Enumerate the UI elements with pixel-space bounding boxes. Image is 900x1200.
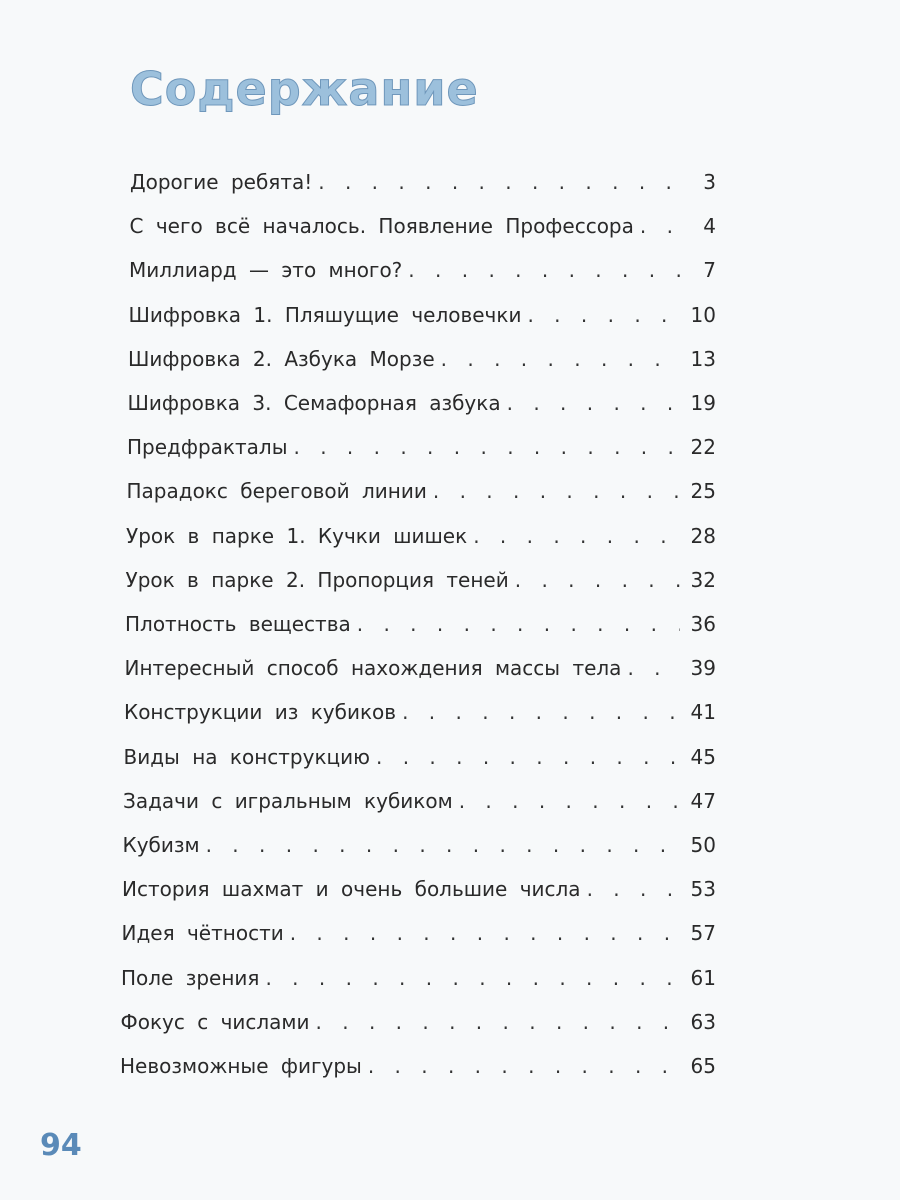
toc-entry [126, 524, 716, 554]
toc-entry-title: Предфракталы [127, 435, 288, 460]
toc-entry-page: 50 [690, 833, 716, 857]
toc-entry-page: 10 [690, 302, 716, 327]
dot-leader [357, 612, 680, 636]
toc-entry-page: 32 [690, 567, 716, 592]
dot-leader [290, 921, 680, 945]
toc-entry-title: Урок в парке 2. Пропорция теней [125, 567, 509, 592]
toc-entry [127, 435, 716, 465]
dot-leader [316, 1010, 680, 1034]
dot-leader [408, 258, 680, 282]
toc-entry [125, 612, 716, 642]
toc-entry-title: Миллиард — это много? [129, 258, 403, 283]
toc-entry-page: 22 [690, 435, 716, 460]
toc-entry [129, 258, 716, 288]
dot-leader [293, 435, 680, 459]
toc-entry-title: Задачи с игральным кубиком [123, 788, 453, 813]
toc-entry-title: С чего всё началось. Появление Профессора [129, 214, 634, 239]
toc-entry-title: Шифровка 2. Азбука Морзе [128, 346, 435, 371]
toc-entry-page: 45 [690, 744, 716, 769]
toc-entry [125, 656, 717, 686]
toc-entry-title: Шифровка 1. Пляшущие человечки [128, 302, 522, 327]
toc-entry [122, 877, 716, 907]
page-number: 94 [40, 1128, 82, 1163]
toc-entry [121, 966, 716, 996]
dot-leader [376, 745, 680, 769]
toc-entry-title: Парадокс береговой линии [126, 479, 427, 504]
toc-entry [123, 789, 716, 819]
dot-leader [515, 568, 680, 592]
toc-entry-title: История шахмат и очень большие числа [122, 877, 581, 902]
toc-entry-page: 25 [690, 479, 716, 504]
toc-entry [128, 347, 716, 377]
toc-entry-title: Поле зрения [121, 965, 260, 990]
dot-leader [459, 789, 680, 813]
toc-entry [124, 745, 717, 775]
toc-entry-page: 65 [690, 1054, 716, 1078]
dot-leader [587, 877, 680, 901]
dot-leader [527, 303, 680, 327]
toc-entry-title: Интересный способ нахождения массы тела [124, 656, 622, 681]
toc-entry-title: Невозможные фигуры [120, 1054, 362, 1078]
dot-leader [441, 347, 680, 371]
toc-entry-title: Конструкции из кубиков [124, 700, 397, 725]
toc-entry-page: 7 [703, 258, 716, 283]
toc-entry-page: 41 [690, 700, 716, 725]
dot-leader [265, 966, 680, 990]
toc-entry [124, 700, 716, 730]
toc-entry [126, 568, 717, 598]
dot-leader [206, 833, 680, 857]
toc-entry-title: Урок в парке 1. Кучки шишек [126, 523, 468, 548]
toc-entry-page: 53 [690, 877, 716, 902]
toc-entry [130, 170, 716, 200]
toc-entry-page: 47 [690, 788, 716, 813]
toc-entry [121, 1010, 717, 1040]
toc-entry [129, 303, 717, 333]
toc-entry-title: Дорогие ребята! [130, 170, 313, 194]
toc-entry [123, 833, 717, 863]
toc-entry-page: 28 [690, 523, 716, 548]
toc-entry-page: 61 [690, 965, 716, 990]
toc-entry-page: 13 [690, 346, 716, 371]
dot-leader [318, 170, 680, 194]
toc-entry-title: Фокус с числами [120, 1009, 310, 1034]
toc-entry-page: 57 [690, 921, 716, 946]
toc-entry-page: 39 [690, 656, 716, 681]
toc-entry [130, 214, 717, 244]
dot-leader [640, 214, 680, 238]
toc-entry-title: Идея чётности [121, 921, 284, 946]
toc-entry-title: Виды на конструкцию [123, 744, 370, 769]
dot-leader [627, 656, 680, 680]
toc-entry [127, 479, 717, 509]
toc-entry-page: 63 [690, 1009, 716, 1034]
dot-leader [368, 1054, 680, 1078]
toc-entry-page: 4 [703, 214, 716, 239]
dot-leader [473, 524, 680, 548]
toc-entry-title: Кубизм [122, 833, 200, 857]
toc-entry [128, 391, 717, 421]
dot-leader [507, 391, 680, 415]
dot-leader [433, 479, 680, 503]
toc-entry [120, 1054, 716, 1084]
toc-entry-page: 19 [690, 391, 716, 415]
toc-entry-title: Шифровка 3. Семафорная азбука [127, 391, 501, 415]
dot-leader [402, 700, 680, 724]
contents-title: Содержание [130, 62, 479, 116]
toc-entry-title: Плотность вещества [125, 612, 351, 636]
toc-entry [122, 921, 717, 951]
toc-entry-page: 3 [703, 170, 716, 194]
toc-entry-page: 36 [690, 612, 716, 636]
